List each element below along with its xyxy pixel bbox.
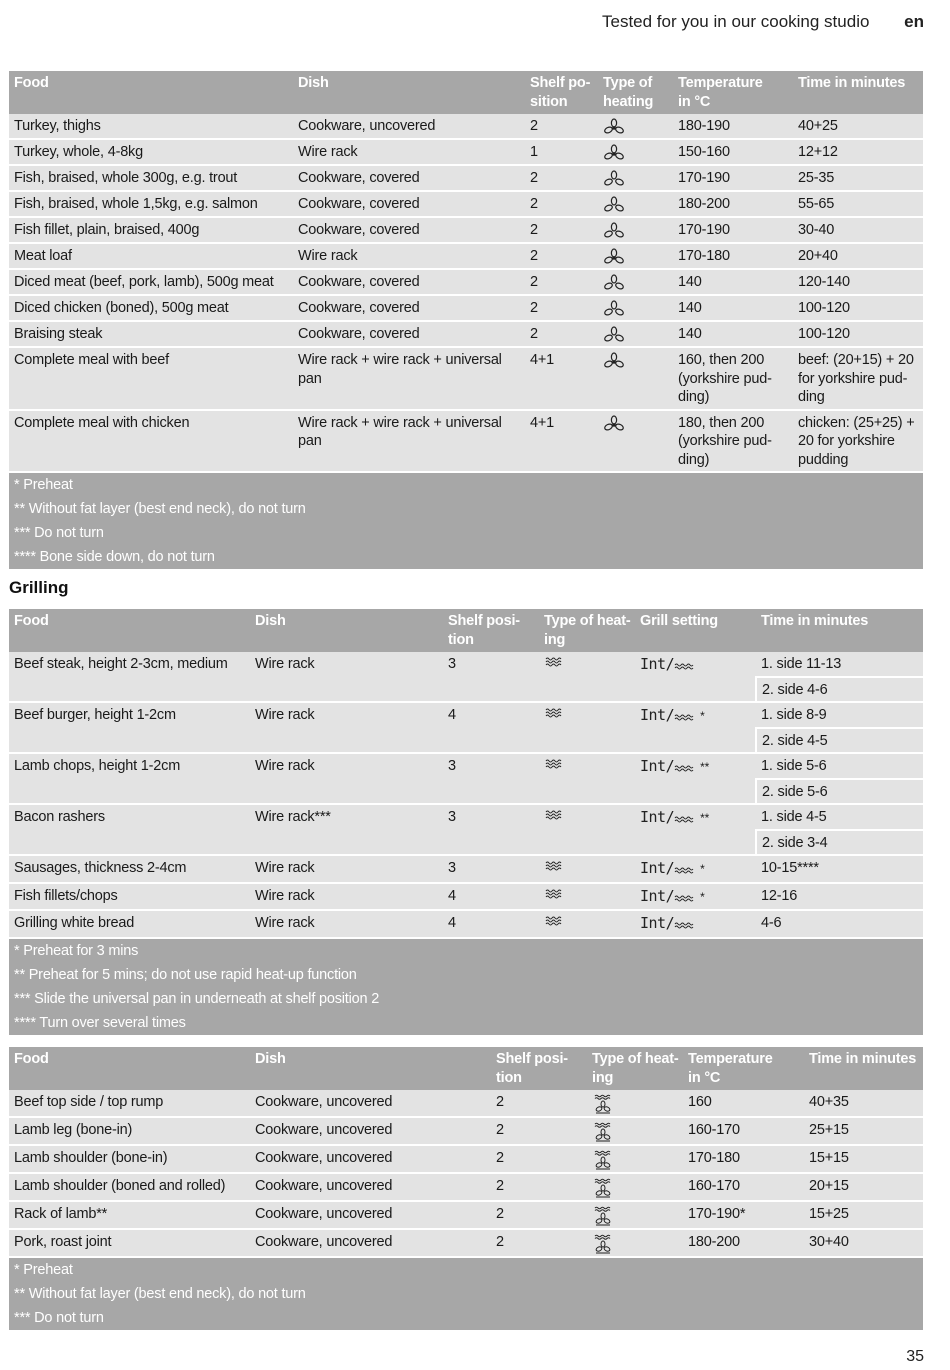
shelf-cell: 3 [443,652,539,702]
shelf-cell: 2 [491,1201,587,1229]
table-row [9,1201,923,1229]
food-cell: Beef burger, height 1-2cm [9,702,250,753]
intensive-grill-symbol: Int/ [640,914,675,932]
page-number: 35 [906,1348,924,1365]
time-cell: 1. side 4-5 [756,804,923,830]
shelf-cell: 3 [443,753,539,804]
hot-air-grill-icon [603,118,625,136]
full-grill-icon [544,809,566,823]
footnote-mark: * [700,709,705,723]
dish-cell: Wire rack [250,910,443,938]
heating-type-cell [587,1090,683,1117]
footnote: ** Preheat for 5 mins; do not use rapid heat-up function [9,963,923,987]
time-cell: 2. side 3-4 [756,830,923,856]
shelf-cell: 2 [525,165,598,191]
dish-cell: Cookware, covered [293,165,525,191]
dish-cell: Cookware, covered [293,321,525,347]
column-header: Temperature in °C [683,1047,804,1090]
column-header: Temperature in °C [673,71,793,114]
hot-air-icon [603,300,625,318]
column-header: Time in minutes [756,609,923,652]
time-cell: 40+35 [804,1090,923,1117]
shelf-cell: 4 [443,910,539,938]
table-row [9,910,923,938]
time-cell: 20+40 [793,243,923,269]
page-header [602,12,924,32]
time-cell: 30-40 [793,217,923,243]
heating-type-cell [587,1117,683,1145]
heating-type-cell [598,295,673,321]
table-row [9,165,923,191]
hot-air-grill-icon [603,248,625,266]
grill-setting-cell [635,855,756,883]
temperature-cell: 160, then 200 (yorkshire pud- ding) [673,347,793,410]
language-code: en [904,12,924,31]
grill-setting-cell [635,804,756,855]
temperature-cell: 140 [673,321,793,347]
heating-type-cell [539,910,635,938]
hot-air-icon [603,222,625,240]
full-grill-icon [544,860,566,874]
column-header: Type of heating [598,71,673,114]
circo-roasting-icon [592,1206,614,1226]
time-cell: 25+15 [804,1117,923,1145]
table-row [9,243,923,269]
shelf-cell: 4+1 [525,347,598,410]
column-header: Time in minutes [793,71,923,114]
column-header: Dish [293,71,525,114]
heating-type-cell [539,804,635,855]
temperature-cell: 180, then 200 (yorkshire pud- ding) [673,410,793,473]
header-title: Tested for you in our cooking studio [601,12,870,31]
table-row [9,1117,923,1145]
footnote-row [9,1282,923,1306]
time-cell: 12-16 [756,883,923,911]
table-row [9,855,923,883]
temperature-cell: 170-180 [673,243,793,269]
footnote-row [9,938,923,963]
footnote-mark: ** [700,811,710,825]
food-cell: Fish fillets/chops [9,883,250,911]
table-row [9,883,923,911]
section-title: Grilling [9,578,69,597]
time-cell: 2. side 4-6 [756,677,923,703]
temperature-cell: 150-160 [673,139,793,165]
grill-setting-cell [635,753,756,804]
table-row [9,114,923,139]
heating-type-cell [587,1145,683,1173]
table-row [9,753,923,779]
heating-type-cell [539,753,635,804]
table-row [9,410,923,473]
column-header: Food [9,1047,250,1090]
time-cell: 15+25 [804,1201,923,1229]
time-cell: 2. side 4-5 [756,728,923,754]
hot-air-grill-icon [603,352,625,370]
food-cell: Complete meal with chicken [9,410,293,473]
temperature-cell: 160 [683,1090,804,1117]
footnote-row [9,521,923,545]
intensive-grill-symbol: Int/ [640,859,675,877]
shelf-cell: 4+1 [525,410,598,473]
footnote-mark: ** [700,760,710,774]
grill-wave-icon [674,708,696,727]
footnote-row [9,963,923,987]
hot-air-table [9,71,923,569]
food-cell: Beef steak, height 2-3cm, medium [9,652,250,702]
dish-cell: Wire rack [250,702,443,753]
dish-cell: Cookware, covered [293,217,525,243]
table-row [9,269,923,295]
heating-type-cell [598,139,673,165]
temperature-cell: 160-170 [683,1173,804,1201]
footnote: * Preheat [9,472,923,497]
time-cell: 20+15 [804,1173,923,1201]
table-row [9,702,923,728]
intensive-grill-symbol: Int/ [640,757,675,775]
footnote-row [9,1257,923,1282]
dish-cell: Cookware, covered [293,269,525,295]
heating-type-cell [539,652,635,702]
time-cell: 1. side 5-6 [756,753,923,779]
heating-type-cell [598,191,673,217]
footnote: **** Bone side down, do not turn [9,545,923,569]
shelf-cell: 2 [491,1229,587,1257]
dish-cell: Wire rack [250,883,443,911]
temperature-cell: 180-200 [673,191,793,217]
food-cell: Bacon rashers [9,804,250,855]
footnote-row [9,545,923,569]
food-cell: Meat loaf [9,243,293,269]
column-header: Grill setting [635,609,756,652]
shelf-cell: 2 [525,295,598,321]
food-cell: Diced meat (beef, pork, lamb), 500g meat [9,269,293,295]
temperature-cell: 170-190 [673,165,793,191]
time-cell: 1. side 11-13 [756,652,923,677]
hot-air-icon [603,326,625,344]
column-header: Shelf posi- tion [443,609,539,652]
table-row [9,321,923,347]
shelf-cell: 2 [525,114,598,139]
grill-wave-icon [674,916,696,935]
footnote-row [9,987,923,1011]
footnote: *** Do not turn [9,1306,923,1330]
time-cell: 1. side 8-9 [756,702,923,728]
dish-cell: Wire rack*** [250,804,443,855]
heating-type-cell [587,1229,683,1257]
table-row [9,1173,923,1201]
dish-cell: Wire rack [250,753,443,804]
table-row [9,295,923,321]
shelf-cell: 2 [491,1090,587,1117]
temperature-cell: 180-200 [683,1229,804,1257]
food-cell: Diced chicken (boned), 500g meat [9,295,293,321]
dish-cell: Wire rack [250,652,443,702]
food-cell: Fish fillet, plain, braised, 400g [9,217,293,243]
full-grill-icon [544,656,566,670]
grill-wave-icon [674,889,696,908]
dish-cell: Wire rack [293,243,525,269]
grilling-table [9,609,923,1035]
food-cell: Turkey, thighs [9,114,293,139]
temperature-cell: 170-190 [673,217,793,243]
grill-setting-cell [635,883,756,911]
grill-setting-cell [635,702,756,753]
dish-cell: Cookware, uncovered [250,1145,491,1173]
table-row [9,347,923,410]
time-cell: 15+15 [804,1145,923,1173]
footnote: *** Slide the universal pan in underneath at shelf position 2 [9,987,923,1011]
time-cell: 2. side 5-6 [756,779,923,805]
dish-cell: Wire rack [250,855,443,883]
temperature-cell: 160-170 [683,1117,804,1145]
food-cell: Lamb chops, height 1-2cm [9,753,250,804]
shelf-cell: 1 [525,139,598,165]
footnote-mark: * [700,862,705,876]
heating-type-cell [598,347,673,410]
food-cell: Fish, braised, whole 1,5kg, e.g. salmon [9,191,293,217]
shelf-cell: 2 [525,243,598,269]
footnote: * Preheat for 3 mins [9,938,923,963]
time-cell: 55-65 [793,191,923,217]
footnote: **** Turn over several times [9,1011,923,1035]
dish-cell: Cookware, uncovered [250,1229,491,1257]
table-row [9,652,923,677]
time-cell: 40+25 [793,114,923,139]
grill-setting-cell [635,652,756,702]
column-header: Shelf po- sition [525,71,598,114]
food-cell: Complete meal with beef [9,347,293,410]
footnote: * Preheat [9,1257,923,1282]
column-header: Dish [250,1047,491,1090]
column-header: Time in minutes [804,1047,923,1090]
footnote-row [9,472,923,497]
heating-type-cell [598,114,673,139]
footnote-row [9,497,923,521]
circo-roasting-icon [592,1122,614,1142]
full-grill-icon [544,758,566,772]
circo-roasting-icon [592,1178,614,1198]
shelf-cell: 4 [443,883,539,911]
shelf-cell: 3 [443,804,539,855]
temperature-cell: 170-180 [683,1145,804,1173]
temperature-cell: 140 [673,295,793,321]
column-header: Type of heat- ing [587,1047,683,1090]
dish-cell: Wire rack [293,139,525,165]
hot-air-grill-icon [603,415,625,433]
footnote: ** Without fat layer (best end neck), do not turn [9,1282,923,1306]
grill-wave-icon [674,759,696,778]
food-cell: Lamb leg (bone-in) [9,1117,250,1145]
shelf-cell: 2 [525,269,598,295]
time-cell: 10-15**** [756,855,923,883]
shelf-cell: 2 [491,1117,587,1145]
dish-cell: Cookware, uncovered [293,114,525,139]
heating-type-cell [598,165,673,191]
grill-wave-icon [674,810,696,829]
food-cell: Grilling white bread [9,910,250,938]
temperature-cell: 140 [673,269,793,295]
circo-roasting-icon [592,1150,614,1170]
time-cell: 100-120 [793,321,923,347]
table-row [9,1229,923,1257]
time-cell: 4-6 [756,910,923,938]
food-cell: Pork, roast joint [9,1229,250,1257]
intensive-grill-symbol: Int/ [640,655,675,673]
full-grill-icon [544,888,566,902]
footnote-row [9,1306,923,1330]
time-cell: 30+40 [804,1229,923,1257]
heating-type-cell [587,1173,683,1201]
footnote: *** Do not turn [9,521,923,545]
food-cell: Lamb shoulder (bone-in) [9,1145,250,1173]
column-header: Type of heat- ing [539,609,635,652]
time-cell: beef: (20+15) + 20 for yorkshire pud- ding [793,347,923,410]
dish-cell: Cookware, covered [293,295,525,321]
heating-type-cell [587,1201,683,1229]
temperature-cell: 170-190* [683,1201,804,1229]
shelf-cell: 2 [525,217,598,243]
shelf-cell: 2 [525,191,598,217]
heating-type-cell [598,321,673,347]
hot-air-icon [603,196,625,214]
time-cell: 25-35 [793,165,923,191]
food-cell: Turkey, whole, 4-8kg [9,139,293,165]
heating-type-cell [539,855,635,883]
heating-type-cell [539,883,635,911]
dish-cell: Cookware, covered [293,191,525,217]
dish-cell: Wire rack + wire rack + universal pan [293,410,525,473]
heating-type-cell [598,269,673,295]
hot-air-icon [603,170,625,188]
table-row [9,217,923,243]
heating-type-cell [598,217,673,243]
circo-roasting-icon [592,1234,614,1254]
table-row [9,1090,923,1117]
column-header: Food [9,71,293,114]
time-cell: 100-120 [793,295,923,321]
dish-cell: Cookware, uncovered [250,1173,491,1201]
full-grill-icon [544,707,566,721]
roasting-table [9,1047,923,1330]
shelf-cell: 2 [491,1145,587,1173]
dish-cell: Cookware, uncovered [250,1090,491,1117]
grill-wave-icon [674,861,696,880]
shelf-cell: 4 [443,702,539,753]
grill-setting-cell [635,910,756,938]
table-row [9,191,923,217]
column-header: Dish [250,609,443,652]
intensive-grill-symbol: Int/ [640,808,675,826]
heating-type-cell [598,410,673,473]
circo-roasting-icon [592,1094,614,1114]
food-cell: Lamb shoulder (boned and rolled) [9,1173,250,1201]
grill-wave-icon [674,657,696,676]
footnote-row [9,1011,923,1035]
heating-type-cell [598,243,673,269]
intensive-grill-symbol: Int/ [640,886,675,905]
footnote-mark: * [700,889,705,904]
food-cell: Sausages, thickness 2-4cm [9,855,250,883]
temperature-cell: 180-190 [673,114,793,139]
dish-cell: Cookware, uncovered [250,1117,491,1145]
intensive-grill-symbol: Int/ [640,706,675,724]
full-grill-icon [544,915,566,929]
hot-air-grill-icon [603,144,625,162]
table-row [9,139,923,165]
food-cell: Braising steak [9,321,293,347]
dish-cell: Wire rack + wire rack + universal pan [293,347,525,410]
food-cell: Fish, braised, whole 300g, e.g. trout [9,165,293,191]
footnote: ** Without fat layer (best end neck), do not turn [9,497,923,521]
column-header: Shelf posi- tion [491,1047,587,1090]
column-header: Food [9,609,250,652]
time-cell: chicken: (25+25) + 20 for yorkshire pudding [793,410,923,473]
dish-cell: Cookware, uncovered [250,1201,491,1229]
table-row [9,1145,923,1173]
food-cell: Rack of lamb** [9,1201,250,1229]
time-cell: 12+12 [793,139,923,165]
shelf-cell: 2 [491,1173,587,1201]
shelf-cell: 3 [443,855,539,883]
heating-type-cell [539,702,635,753]
hot-air-icon [603,274,625,292]
time-cell: 120-140 [793,269,923,295]
table-row [9,804,923,830]
shelf-cell: 2 [525,321,598,347]
food-cell: Beef top side / top rump [9,1090,250,1117]
